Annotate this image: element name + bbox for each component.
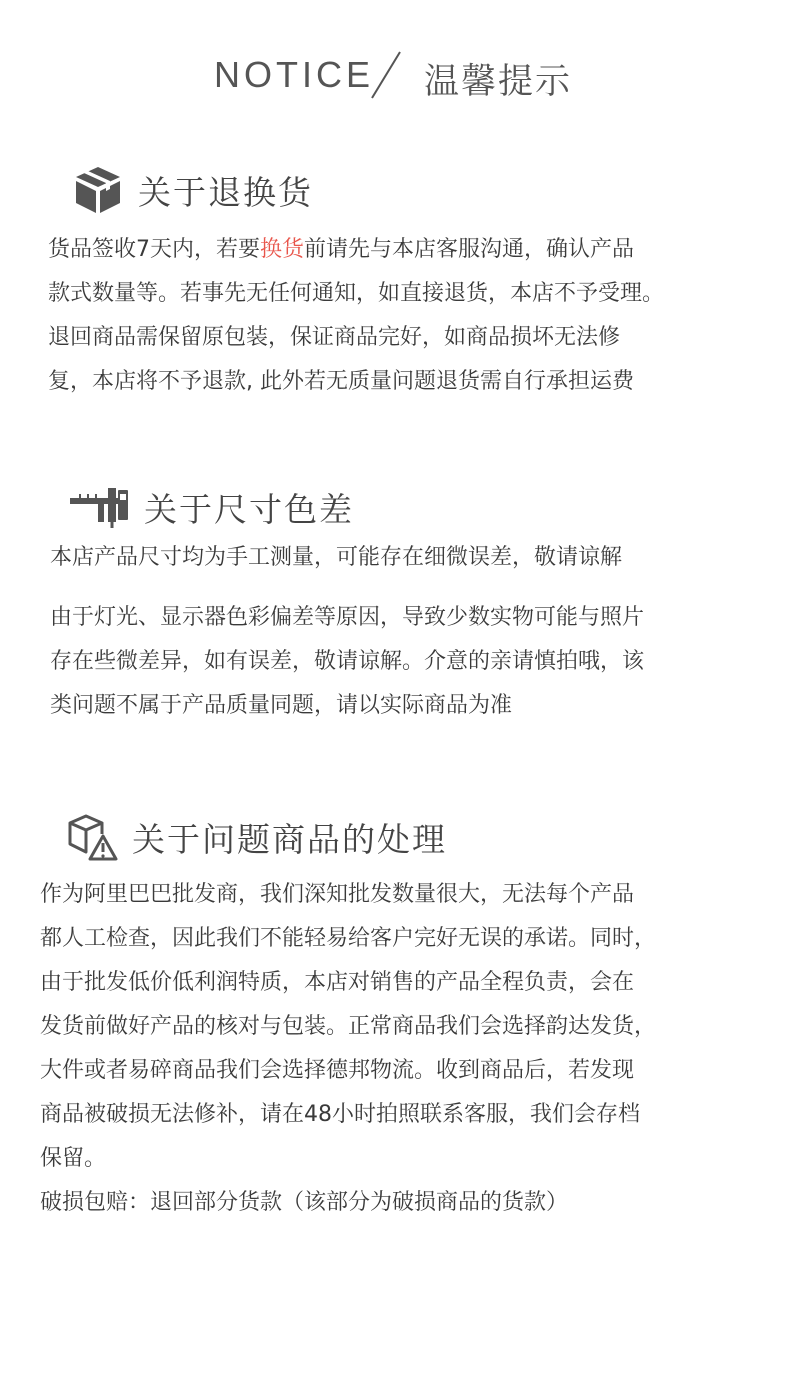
package-box-icon <box>72 164 124 216</box>
section-damage-title <box>66 812 447 862</box>
text-line: 商品被破损无法修补，请在48小时拍照联系客服，我们会存档 <box>40 1102 640 1127</box>
text-line: 类问题不属于产品质量同题，请以实际商品为准 <box>50 693 513 718</box>
slash-divider <box>366 48 406 102</box>
text-line: 复，本店将不予退款, 此外若无质量问题退货需自行承担运费 <box>48 369 634 394</box>
section-returns-text <box>48 228 664 404</box>
text-line: 发货前做好产品的核对与包装。正常商品我们会选择韵达发货， <box>40 1014 657 1039</box>
caliper-ruler-icon <box>70 486 132 530</box>
highlight-exchange: 换货 <box>260 237 305 262</box>
section-returns-title <box>72 164 313 216</box>
text-line: 保留。 <box>40 1146 107 1171</box>
section-title-label: 关于尺寸色差 <box>144 490 354 529</box>
section-size-title <box>70 484 354 531</box>
section-size-text-2 <box>50 596 644 728</box>
section-title-label: 关于退换货 <box>138 172 313 212</box>
notice-header <box>0 48 790 108</box>
text-line: 破损包赔：退回部分货款（该部分为破损商品的货款） <box>40 1190 569 1215</box>
text-line: 都人工检查，因此我们不能轻易给客户完好无误的承诺。同时， <box>40 926 657 951</box>
text-line: 货品签收7天内，若要换货前请先与本店客服沟通，确认产品 <box>48 237 635 262</box>
text-line: 大件或者易碎商品我们会选择德邦物流。收到商品后，若发现 <box>40 1058 635 1083</box>
text-line: 作为阿里巴巴批发商，我们深知批发数量很大，无法每个产品 <box>40 882 635 907</box>
text-line: 款式数量等。若事先无任何通知，如直接退货，本店不予受理。 <box>48 281 665 306</box>
notice-title-en: NOTICE <box>214 54 375 95</box>
section-damage-text <box>40 873 656 1225</box>
text-line: 由于批发低价低利润特质，本店对销售的产品全程负责，会在 <box>40 970 635 995</box>
text-line: 退回商品需保留原包装，保证商品完好，如商品损坏无法修 <box>48 325 621 350</box>
damaged-box-warning-icon <box>66 812 118 862</box>
notice-title-cn: 温馨提示 <box>424 62 573 102</box>
section-title-label: 关于问题商品的处理 <box>132 819 447 859</box>
text-line: 由于灯光、显示器色彩偏差等原因，导致少数实物可能与照片 <box>50 605 645 630</box>
text-line: 本店产品尺寸均为手工测量，可能存在细微误差，敬请谅解 <box>50 545 623 570</box>
text-line: 存在些微差异，如有误差，敬请谅解。介意的亲请慎拍哦，该 <box>50 649 645 674</box>
section-size-text-1 <box>50 536 622 580</box>
